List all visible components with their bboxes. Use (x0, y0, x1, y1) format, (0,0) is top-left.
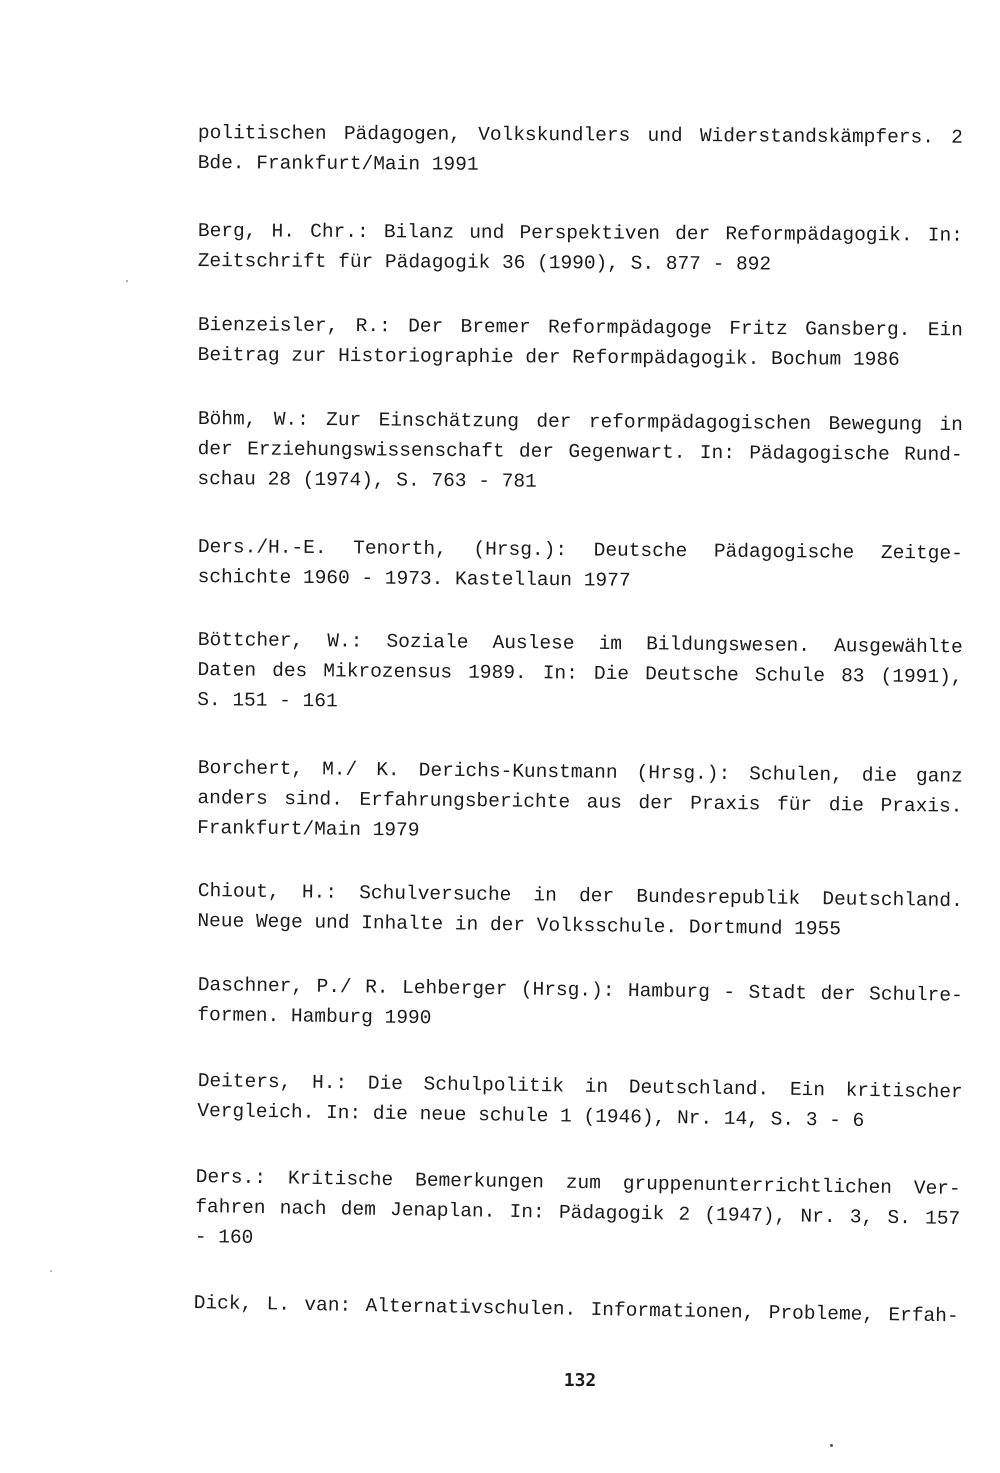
entry-line: Borchert, M./ K. Derichs-Kunstmann (Hrsg.): Schulen, die ganz (197, 756, 963, 788)
entry-line: fahren nach dem Jenaplan. In: Pädagogik 2 (1947), Nr. 3, S. 157 (195, 1195, 961, 1231)
bibliography-entry (195, 1162, 961, 1264)
entry-line: - 160 (194, 1225, 254, 1249)
entry-line: Berg, H. Chr.: Bilanz und Perspektiven der Reformpädagogik. In: (197, 219, 963, 247)
entry-line: Ders./H.-E. Tenorth, (Hrsg.): Deutsche Pädagogische Zeitge- (197, 535, 963, 565)
bibliography-entry (197, 1066, 963, 1137)
entry-line: Daten des Mikrozensus 1989. In: Die Deutsche Schule 83 (1991), (197, 658, 963, 689)
entry-line: Chiout, H.: Schulversuche in der Bundesrepublik Deutschland. (197, 879, 963, 913)
entry-line: formen. Hamburg 1990 (197, 1003, 432, 1030)
entry-line: schichte 1960 - 1973. Kastellaun 1977 (197, 565, 631, 592)
entry-line: Dick, L. van: Alternativschulen. Informationen, Probleme, Erfah- (193, 1291, 959, 1328)
entry-line: Deiters, H.: Die Schulpolitik in Deutschland. Ein kritischer (197, 1069, 963, 1104)
bibliography-entry (198, 216, 963, 281)
bibliography-entry (198, 118, 963, 183)
entry-line: Beitrag zur Historiographie der Reformpädagogik. Bochum 1986 (197, 343, 900, 371)
bibliography-entry (197, 970, 963, 1041)
scan-speck (830, 1444, 833, 1447)
bibliography-entry (197, 625, 963, 722)
entry-line: anders sind. Erfahrungsberichte aus der Praxis für die Praxis. (197, 786, 963, 818)
scan-speck (126, 280, 128, 282)
entry-line: Daschner, P./ R. Lehberger (Hrsg.): Hamburg - Stadt der Schulre- (197, 973, 963, 1007)
entry-line: der Erziehungswissenschaft der Gegenwart. In: Pädagogische Rund- (197, 437, 963, 467)
entry-line: Böhm, W.: Zur Einschätzung der reformpädagogischen Bewegung in (197, 407, 963, 437)
entry-line: Böttcher, W.: Soziale Auslese im Bildungswesen. Ausgewählte (197, 628, 963, 659)
bibliography-entry (193, 1288, 958, 1331)
entry-line: politischen Pädagogen, Volkskundlers und Widerstandskämpfers. 2 (197, 121, 963, 149)
entry-line: S. 151 - 161 (197, 688, 338, 713)
entry-line: Zeitschrift für Pädagogik 36 (1990), S. 877 - 892 (197, 249, 772, 276)
scan-speck (50, 1270, 52, 1272)
entry-line: schau 28 (1974), S. 763 - 781 (197, 467, 537, 493)
entry-line: Ders.: Kritische Bemerkungen zum gruppenunterrichtlichen Ver- (195, 1165, 961, 1201)
bibliography-entry (198, 310, 963, 375)
bibliography-entry (197, 404, 963, 500)
entry-line: Frankfurt/Main 1979 (197, 816, 420, 842)
page-number: 132 (563, 1370, 597, 1391)
bibliography-entry (197, 876, 963, 946)
entry-line: Vergleich. In: die neue schule 1 (1946), Nr. 14, S. 3 - 6 (197, 1099, 865, 1132)
bibliography-entry (197, 532, 962, 599)
entry-line: Neue Wege und Inhalte in der Volksschule. Dortmund 1955 (197, 909, 842, 941)
entry-line: Bienzeisler, R.: Der Bremer Reformpädagoge Fritz Gansberg. Ein (197, 313, 963, 342)
bibliography-entry (197, 753, 963, 852)
entry-line: Bde. Frankfurt/Main 1991 (197, 151, 479, 176)
